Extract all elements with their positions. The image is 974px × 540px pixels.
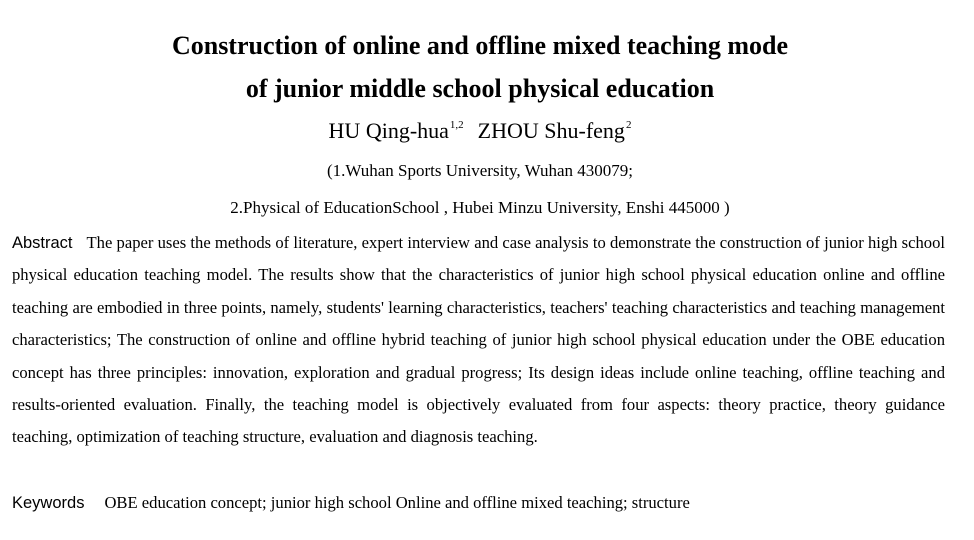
abstract-text: The paper uses the methods of literature, expert interview and case analysis to demonstrate the construction of junior high school physical education teaching model. The results show that the characteristics of junior high school physical education online and offline teaching are embodied in three points, namely, students' learning characteristics, teachers' teaching characteristics and teaching management characteristics; The construction of online and offline hybrid teaching of junior high school physical education under the OBE education concept has three principles: innovation, exploration and gradual progress; Its design ideas include online teaching, offline teaching and results-oriented evaluation. Finally, the teaching model is objectively evaluated from four aspects: theory practice, theory guidance teaching, optimization of teaching structure, evaluation and diagnosis teaching.	[12, 233, 945, 447]
keywords-label: Keywords	[12, 494, 85, 512]
abstract-paragraph	[12, 227, 945, 454]
paper-title-line-1: Construction of online and offline mixed teaching mode	[171, 31, 789, 60]
author-name: HU Qing-hua	[328, 118, 449, 143]
affiliation-line-2: 2.Physical of EducationSchool , Hubei Minzu University, Enshi 445000 )	[230, 198, 730, 217]
author-list	[0, 117, 960, 149]
affiliation-line-1: (1.Wuhan Sports University, Wuhan 430079;	[326, 161, 634, 180]
author-affiliation-mark: 1,2	[449, 119, 464, 131]
paper-title-line-2: of junior middle school physical education	[245, 74, 715, 103]
keywords-text: OBE education concept; junior high school Online and offline mixed teaching; structure	[104, 493, 690, 512]
author-name: ZHOU Shu-feng	[477, 118, 625, 143]
keywords-line	[12, 489, 952, 517]
author-affiliation-mark: 2	[625, 119, 632, 131]
abstract-label: Abstract	[12, 234, 73, 252]
